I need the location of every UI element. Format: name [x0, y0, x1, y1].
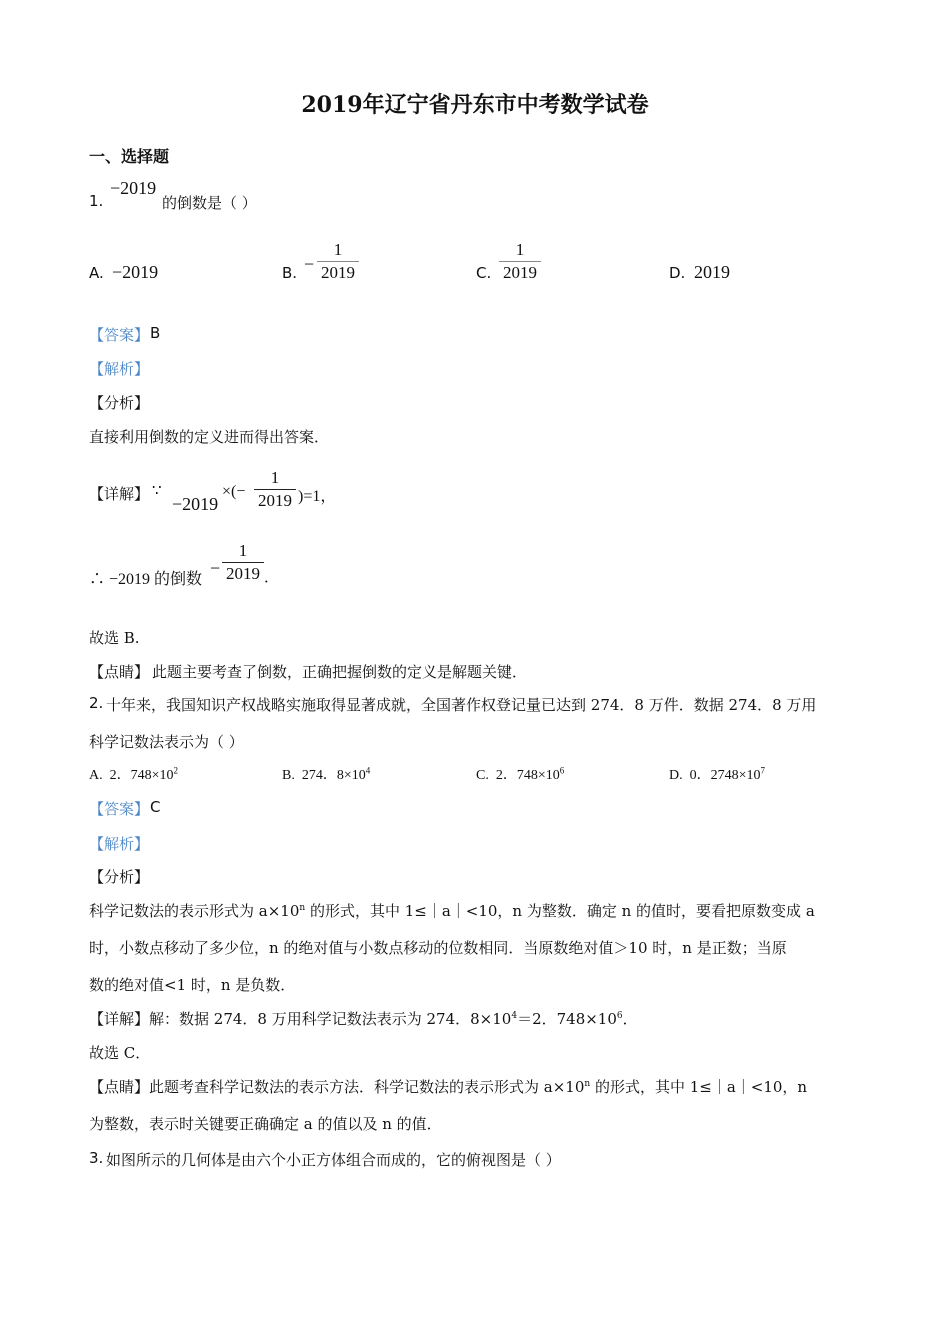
fraction-bar — [222, 562, 264, 563]
q2-option-a — [89, 764, 178, 784]
q2-option-a-base: 2．748×10 — [109, 768, 174, 783]
q1-expression: −2019 — [110, 178, 157, 198]
q2-option-d-base: 0．2748×10 — [689, 768, 761, 783]
q1-therefore-text: ∴ −2019 的倒数 — [89, 571, 203, 588]
q1-detail-tag: 【详解】 — [89, 485, 150, 503]
q1-option-a-value: −2019 — [112, 262, 159, 282]
q1-answer-tag: 【答案】 — [89, 326, 150, 344]
q2-option-b-label: B. — [282, 768, 295, 783]
q2-option-b-base: 274．8×10 — [301, 768, 366, 783]
section-heading: 一、选择题 — [89, 147, 170, 166]
q2-stem-line2: 科学记数法表示为（ ） — [89, 733, 244, 751]
q1-stem: 的倒数是（ ） — [162, 194, 257, 212]
q2-detail-c: ． — [622, 1010, 638, 1028]
q2-option-b — [282, 764, 370, 784]
page-title: 2019年辽宁省丹东市中考数学试卷 — [301, 92, 649, 118]
fraction-bar — [499, 261, 541, 262]
q1-option-d-value: 2019 — [694, 262, 730, 282]
q1-fenxi-tag: 【分析】 — [89, 394, 150, 412]
q2-detail-sup2: 6 — [616, 1011, 623, 1021]
q2-answer: C — [150, 798, 161, 816]
q2-detail-tag: 【详解】 — [89, 1010, 150, 1028]
q1-detail-denominator: 2019 — [258, 491, 292, 510]
q2-comment-line1-a: 此题考查科学记数法的表示方法．科学记数法的表示形式为 a×10 — [149, 1078, 585, 1096]
q1-detail-numerator: 1 — [270, 468, 280, 487]
fraction-bar — [254, 489, 296, 490]
because-symbol: ∵ — [152, 481, 162, 499]
q2-comment-line2: 为整数，表示时关键要正确确定 a 的值以及 n 的值． — [89, 1115, 442, 1133]
q2-option-d — [669, 764, 765, 784]
q2-fenxi-line1 — [89, 900, 815, 921]
q2-option-a-label: A. — [89, 768, 103, 783]
q2-detail-a: 解：数据 274．8 万用科学记数法表示为 274．8×10 — [149, 1010, 512, 1028]
q2-option-c-base: 2．748×10 — [495, 768, 560, 783]
q2-fenxi-line1-b: 的形式，其中 1≤｜a｜<10，n 为整数．确定 n 的值时，要看把原数变成 a — [305, 902, 815, 920]
q1-detail-expression: −2019 — [172, 494, 219, 514]
q1-fenxi-text: 直接利用倒数的定义进而得出答案． — [89, 428, 330, 446]
q2-option-d-label: D. — [669, 768, 683, 783]
q1-option-d-label: D. — [669, 264, 686, 282]
q1-option-a-label: A. — [89, 264, 104, 282]
q1-option-b-fraction — [317, 240, 359, 283]
q2-option-c-label: C. — [476, 768, 489, 783]
q1-option-b-numerator: 1 — [333, 240, 343, 259]
q1-detail-times: ×(− — [222, 483, 246, 500]
q1-comment-tag: 【点睛】 — [89, 663, 150, 681]
q1-option-c-fraction — [499, 240, 541, 283]
q2-choose: 故选 C． — [89, 1044, 151, 1062]
q1-therefore-fraction — [222, 541, 264, 584]
q2-comment-tag: 【点睛】 — [89, 1078, 150, 1096]
q2-fenxi-tag: 【分析】 — [89, 868, 150, 886]
q1-detail-result: )=1， — [298, 488, 337, 505]
q2-comment-line1 — [89, 1076, 807, 1097]
q2-detail-sup1: 4 — [511, 1011, 518, 1021]
q1-option-c-label: C. — [476, 264, 492, 282]
q1-number: 1. — [89, 192, 104, 210]
q2-detail-line — [89, 1008, 638, 1029]
q2-option-b-exp: 4 — [365, 765, 371, 776]
q1-option-c-numerator: 1 — [515, 240, 525, 259]
q2-fenxi-line1-sup: n — [299, 903, 306, 913]
q1-option-b-denominator: 2019 — [321, 263, 355, 282]
q1-analysis-tag: 【解析】 — [89, 360, 150, 378]
q2-detail-b: ＝2．748×10 — [517, 1010, 617, 1028]
q2-fenxi-line3: 数的绝对值<1 时，n 是负数． — [89, 976, 296, 994]
q1-therefore-numerator: 1 — [238, 541, 248, 560]
q2-fenxi-line1-a: 科学记数法的表示形式为 a×10 — [89, 902, 300, 920]
q1-detail-fraction — [254, 468, 296, 511]
q3-number: 3. — [89, 1149, 104, 1167]
q1-therefore-end: ． — [264, 568, 280, 586]
q1-option-b-label: B. — [282, 264, 298, 282]
q1-answer: B — [150, 324, 161, 342]
q2-option-d-exp: 7 — [760, 765, 766, 776]
q2-number: 2. — [89, 694, 104, 712]
q1-therefore-denominator: 2019 — [226, 564, 260, 583]
q2-answer-tag: 【答案】 — [89, 800, 150, 818]
q2-option-c — [476, 764, 564, 784]
q3-stem: 如图所示的几何体是由六个小正方体组合而成的，它的俯视图是（ ） — [106, 1151, 561, 1169]
q2-option-a-exp: 2 — [173, 765, 179, 776]
q2-comment-line1-sup: n — [584, 1079, 591, 1089]
q1-comment: 此题主要考查了倒数，正确把握倒数的定义是解题关键． — [152, 663, 528, 681]
q2-stem-line1: 十年来，我国知识产权战略实施取得显著成就，全国著作权登记量已达到 274．8 万件．数据 274．8 万用 — [106, 696, 817, 714]
q1-therefore-sign: − — [210, 558, 221, 578]
fraction-bar — [317, 261, 359, 262]
q2-fenxi-line2: 时，小数点移动了多少位，n 的绝对值与小数点移动的位数相同．当原数绝对值＞10 时，n 是正数；当原 — [89, 939, 787, 957]
q2-option-c-exp: 6 — [559, 765, 565, 776]
q1-option-b-sign: − — [304, 254, 315, 274]
q1-choose: 故选 B. — [89, 629, 140, 647]
q2-analysis-tag: 【解析】 — [89, 835, 150, 853]
q2-comment-line1-b: 的形式，其中 1≤｜a｜<10，n — [590, 1078, 808, 1096]
q1-option-c-denominator: 2019 — [503, 263, 537, 282]
